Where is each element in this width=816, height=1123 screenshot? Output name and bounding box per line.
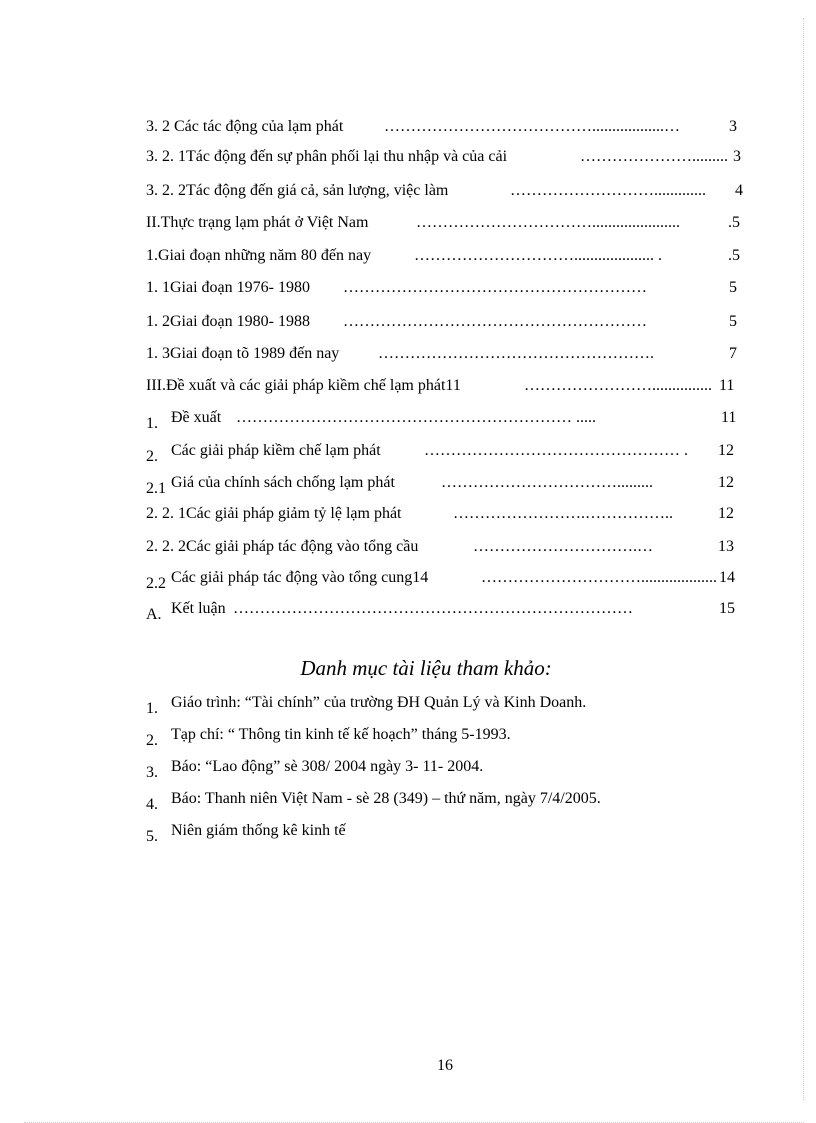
toc-leader: ……………………………...................... xyxy=(416,214,680,231)
toc-leader: ……………………............... xyxy=(524,377,712,394)
toc-entry-text: III.Đề xuất và các giải pháp kiềm chế lạm phát11 xyxy=(146,377,461,394)
toc-entry xyxy=(0,503,816,529)
toc-entry-text: 3. 2 Các tác động của lạm phát xyxy=(146,118,344,135)
toc-entry xyxy=(0,472,816,498)
toc-entry-text: Kết luận xyxy=(171,600,226,617)
toc-entry-text: 2. 2. 2Các giải pháp tác động vào tổng cầu xyxy=(146,538,419,555)
toc-entry-number: 2. xyxy=(146,448,158,465)
toc-page-number: 3 xyxy=(729,118,737,135)
toc-page-number: 12 xyxy=(718,505,734,522)
toc-entry-text: 2. 2. 1Các giải pháp giảm tỷ lệ lạm phát xyxy=(146,505,402,522)
toc-entry-text: II.Thực trạng lạm phát ở Việt Nam xyxy=(146,214,369,231)
toc-entry-number: 2.1 xyxy=(146,480,166,497)
toc-page-number: .5 xyxy=(728,247,740,264)
reference-number: 3. xyxy=(146,764,158,781)
toc-entry-number: 1. xyxy=(146,415,158,432)
toc-page-number: .5 xyxy=(728,214,740,231)
reference-text: Niên giám thống kê kinh tế xyxy=(171,822,346,839)
reference-text: Tạp chí: “ Thông tin kinh tế kế hoạch” tháng 5-1993. xyxy=(171,726,511,743)
toc-leader: ………………………………………………………………… xyxy=(233,600,633,617)
toc-leader: ……………………………......... xyxy=(441,474,653,491)
toc-page-number: 14 xyxy=(719,569,735,586)
toc-leader: …………………………………..................… xyxy=(384,118,680,135)
toc-entry-text: 1.Giai đoạn những năm 80 đến nay xyxy=(146,247,372,264)
reference-item xyxy=(0,756,816,782)
toc-entry-text: Các giải pháp tác động vào tổng cung14 xyxy=(171,569,429,586)
toc-leader: ………………………….… xyxy=(473,538,653,555)
reference-number: 4. xyxy=(146,796,158,813)
toc-entry-text: 3. 2. 2Tác động đến giá cả, sản lượng, việc làm xyxy=(146,182,449,199)
toc-entry-text: 1. 2Giai đoạn 1980- 1988 xyxy=(146,313,310,330)
reference-item xyxy=(0,820,816,846)
toc-page-number: 12 xyxy=(718,474,734,491)
toc-leader: ………………………….................... . xyxy=(414,247,662,264)
toc-entry-text: 3. 2. 1Tác động đến sự phân phối lại thu nhập và của cải xyxy=(146,148,508,165)
toc-entry xyxy=(0,245,816,271)
toc-leader: …………………………................... xyxy=(481,569,717,586)
toc-entry xyxy=(0,277,816,303)
toc-page-number: 11 xyxy=(719,377,735,394)
toc-entry xyxy=(0,146,816,172)
toc-entry-text: Đề xuất xyxy=(171,409,222,426)
toc-entry-text: 1. 1Giai đoạn 1976- 1980 xyxy=(146,279,310,296)
reference-number: 1. xyxy=(146,700,158,717)
reference-text: Giáo trình: “Tài chính” của trường ĐH Quản Lý và Kinh Doanh. xyxy=(171,694,587,711)
toc-entry-text: Các giải pháp kiềm chế lạm phát xyxy=(171,442,381,459)
toc-page-number: 3 xyxy=(733,148,741,165)
toc-page-number: 7 xyxy=(729,345,737,362)
toc-leader: ………………………………………………… xyxy=(343,313,647,330)
toc-entry-number: 2.2 xyxy=(146,575,166,592)
toc-page-number: 11 xyxy=(721,409,737,426)
toc-entry-text: Giá của chính sách chống lạm phát xyxy=(171,474,395,491)
toc-entry xyxy=(0,375,816,401)
toc-entry xyxy=(0,116,816,142)
references-heading: Danh mục tài liệu tham khảo: xyxy=(300,656,552,680)
toc-page-number: 5 xyxy=(729,279,737,296)
toc-entry-number: A. xyxy=(146,606,162,623)
toc-leader: ……………………………………………. xyxy=(378,345,654,362)
toc-leader: ………………………………………………… xyxy=(343,279,647,296)
page-number: 16 xyxy=(437,1057,453,1074)
toc-leader: …………………......... xyxy=(580,148,728,165)
reference-number: 2. xyxy=(146,732,158,749)
reference-number: 5. xyxy=(146,828,158,845)
toc-entry xyxy=(0,567,816,593)
toc-entry xyxy=(0,180,816,206)
toc-leader: …………………….…………….. xyxy=(453,505,673,522)
toc-page-number: 4 xyxy=(735,182,743,199)
reference-item xyxy=(0,724,816,750)
toc-entry xyxy=(0,311,816,337)
toc-entry xyxy=(0,440,816,466)
toc-leader: ………………………………………… . xyxy=(424,442,688,459)
toc-page-number: 5 xyxy=(729,313,737,330)
toc-entry xyxy=(0,407,816,433)
toc-page-number: 12 xyxy=(718,442,734,459)
reference-item xyxy=(0,692,816,718)
reference-item xyxy=(0,788,816,814)
toc-page-number: 15 xyxy=(719,600,735,617)
toc-leader: ………………………............. xyxy=(510,182,706,199)
toc-entry xyxy=(0,598,816,624)
toc-leader: ……………………………………………………… ..... xyxy=(236,409,596,426)
toc-entry xyxy=(0,212,816,238)
reference-text: Báo: Thanh niên Việt Nam - sè 28 (349) – thứ năm, ngày 7/4/2005. xyxy=(171,790,601,807)
toc-entry xyxy=(0,536,816,562)
reference-text: Báo: “Lao động” sè 308/ 2004 ngày 3- 11- 2004. xyxy=(171,758,484,775)
toc-page-number: 13 xyxy=(718,538,734,555)
toc-entry xyxy=(0,343,816,369)
toc-entry-text: 1. 3Giai đoạn tõ 1989 đến nay xyxy=(146,345,340,362)
